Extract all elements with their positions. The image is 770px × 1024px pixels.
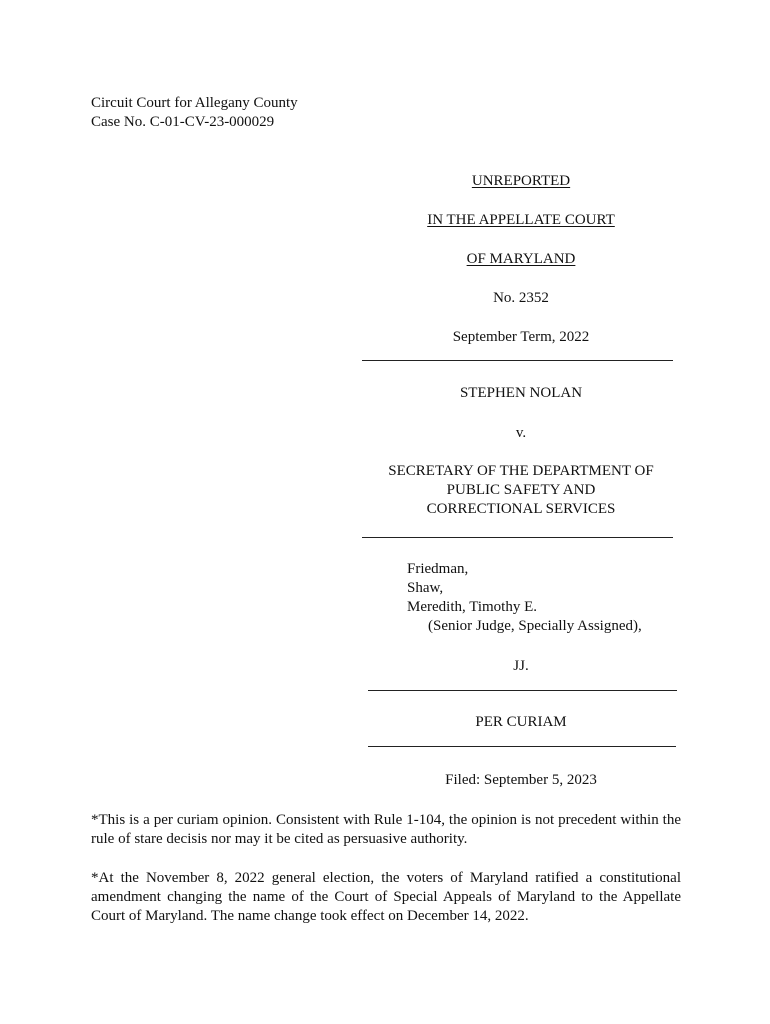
- appellee-line: SECRETARY OF THE DEPARTMENT OF: [388, 463, 654, 479]
- unreported-label: UNREPORTED: [471, 173, 571, 189]
- appellate-court-line-1: IN THE APPELLATE COURT: [427, 212, 615, 228]
- appellant-name: STEPHEN NOLAN: [459, 385, 583, 401]
- docket-number: No. 2352: [493, 290, 549, 306]
- judge-name: Friedman,: [407, 561, 469, 577]
- footnote-per-curiam: *This is a per curiam opinion. Consistent with Rule 1-104, the opinion is not precedent within the rule of stare decisis nor may it be cited as persuasive authority.: [91, 812, 681, 847]
- judge-name: Meredith, Timothy E.: [407, 599, 538, 615]
- appellee-block: [362, 462, 680, 519]
- divider-rule: [362, 537, 673, 538]
- lower-court-name: Circuit Court for Allegany County: [91, 95, 298, 111]
- divider-rule: [362, 360, 673, 361]
- appellate-court-line-2: OF MARYLAND: [466, 251, 576, 267]
- jj-label: JJ.: [513, 658, 529, 674]
- judge-name: Shaw,: [407, 580, 444, 596]
- court-term: September Term, 2022: [452, 329, 590, 345]
- footnote-name-change: *At the November 8, 2022 general election, the voters of Maryland ratified a constitutional amendment changing the name of the Court of Special Appeals of Maryland to the Appellate Court of Maryland. The name change took effect on December 14, 2022.: [91, 870, 681, 924]
- per-curiam-label: PER CURIAM: [475, 714, 567, 730]
- appellee-line: CORRECTIONAL SERVICES: [426, 501, 616, 517]
- divider-rule: [368, 746, 676, 747]
- versus-label: v.: [515, 425, 527, 441]
- judge-note: (Senior Judge, Specially Assigned),: [428, 618, 642, 634]
- divider-rule: [368, 690, 677, 691]
- filed-date: Filed: September 5, 2023: [445, 772, 597, 788]
- appellee-line: PUBLIC SAFETY AND: [446, 482, 596, 498]
- judges-panel: [407, 560, 642, 636]
- lower-court-block: [91, 94, 298, 132]
- case-number: Case No. C-01-CV-23-000029: [91, 114, 275, 130]
